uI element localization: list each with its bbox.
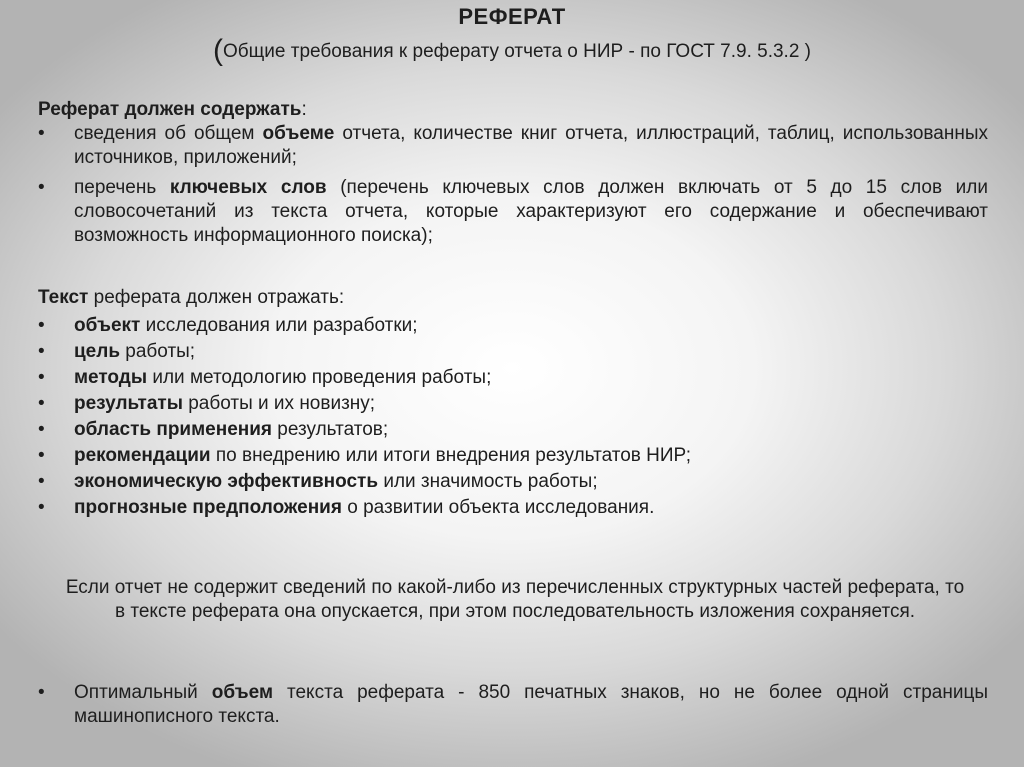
list-item [38,418,988,442]
item-text: работы; [120,341,196,362]
item-bold-text: объем [211,682,274,703]
item-text: или значимость работы; [378,471,598,492]
bullet: • [38,497,45,518]
item-text: по внедрению или итоги внедрения результатов НИР; [210,445,692,466]
section-reflect-heading-bold: Текст [38,287,89,308]
list-item [38,366,988,390]
item-bold-text: цель [74,341,120,362]
list-item [38,340,988,364]
section-reflect-heading [38,286,988,310]
bullet: • [38,393,45,414]
bullet: • [38,123,45,144]
section-contents-heading-bold: Реферат должен содержать [38,99,302,120]
list-item [38,392,988,416]
section-contents-heading [38,98,988,122]
item-text: перечень [74,177,170,198]
section-volume [38,681,988,729]
item-bold-text: экономическую эффективность [74,471,379,492]
item-bold-text: объеме [262,123,335,144]
item-text: текста реферата - 850 печатных знаков, но не более одной страницы машинописного текста. [74,682,988,727]
bullet: • [38,367,45,388]
section-contents [38,98,988,254]
item-text: отчета, количестве книг отчета, иллюстраций, таблиц, использованных источников, приложений; [74,123,988,168]
item-text: о развитии объекта исследования. [341,497,655,518]
list-item [38,122,988,170]
list-item [38,444,988,468]
section-reflect [38,286,988,522]
list-item [38,176,988,248]
slide-subtitle [0,34,1024,68]
item-text: или методологию проведения работы; [147,367,492,388]
section-reflect-heading-rest: реферата должен отражать: [88,287,345,308]
item-bold-text: прогнозные предположения [74,497,342,518]
section-contents-heading-rest: : [301,99,307,120]
bullet: • [38,682,45,703]
omission-note: Если отчет не содержит сведений по какой-либо из перечисленных структурных частей реферата, то в тексте реферата она опускается, при этом последовательность изложения сохраняется. [65,577,965,622]
section-contents-list [38,122,988,248]
item-text: результатов; [272,419,389,440]
bullet: • [38,341,45,362]
list-item [38,496,988,520]
list-item [38,314,988,338]
item-bold-text: методы [74,367,148,388]
item-bold-text: область применения [74,419,273,440]
subtitle-text: Общие требования к реферату отчета о НИР - по ГОСТ 7.9. 5.3.2 ) [222,41,812,62]
item-bold-text: результаты [74,393,183,414]
subtitle-open-paren: ( [212,34,223,67]
item-bold-text: рекомендации [74,445,211,466]
section-volume-list [38,681,988,729]
item-text: исследования или разработки; [140,315,418,336]
bullet: • [38,177,45,198]
bullet: • [38,419,45,440]
bullet: • [38,315,45,336]
item-text: работы и их новизну; [182,393,376,414]
item-text: Оптимальный [74,682,212,703]
list-item [38,470,988,494]
item-bold-text: ключевых слов [169,177,327,198]
list-item [38,681,988,729]
bullet: • [38,445,45,466]
bullet: • [38,471,45,492]
section-reflect-list [38,314,988,520]
item-bold-text: объект [74,315,141,336]
slide-title: РЕФЕРАТ [458,4,566,29]
item-text: (перечень ключевых слов должен включать от 5 до 15 слов или словосочетаний из текста отчета, которые характеризуют его содержание и обеспечивают возможность информационного поиска); [74,177,988,246]
item-text: сведения об общем [74,123,263,144]
